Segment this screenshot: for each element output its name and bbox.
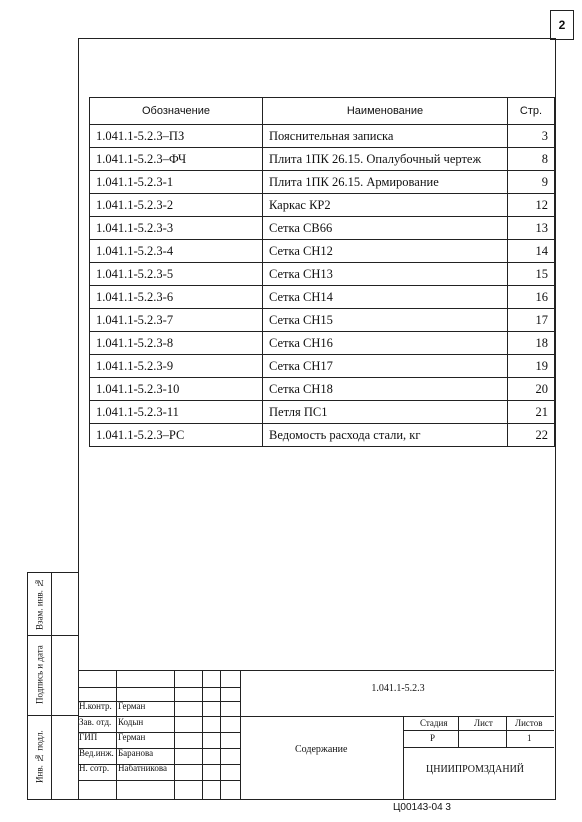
document-code: 1.041.1-5.2.3 bbox=[371, 683, 425, 694]
header-designation: Обозначение bbox=[90, 98, 263, 125]
cell-name: Каркас КР2 bbox=[263, 194, 508, 217]
original-inventory-label: Инв. № подл. bbox=[34, 730, 45, 784]
cell-name: Сетка СН15 bbox=[263, 309, 508, 332]
signature-name: Кодын bbox=[118, 716, 144, 727]
header-page: Стр. bbox=[508, 98, 555, 125]
cell-designation: 1.041.1-5.2.3-9 bbox=[90, 355, 263, 378]
signature-date-label: Подпись и дата bbox=[34, 645, 45, 705]
cell-name: Петля ПС1 bbox=[263, 401, 508, 424]
cell-designation: 1.041.1-5.2.3-7 bbox=[90, 309, 263, 332]
signature-role: Н.контр. bbox=[79, 701, 112, 711]
contents-table bbox=[89, 97, 555, 447]
signature-role: Зав. отд. bbox=[79, 716, 112, 727]
cell-page: 17 bbox=[508, 309, 555, 332]
signature-name: Герман bbox=[118, 732, 146, 743]
cell-page: 19 bbox=[508, 355, 555, 378]
signature-name: Баранова bbox=[118, 747, 154, 758]
cell-page: 12 bbox=[508, 194, 555, 217]
cell-designation: 1.041.1-5.2.3-10 bbox=[90, 378, 263, 401]
cell-name: Сетка СВ66 bbox=[263, 217, 508, 240]
replaced-inventory-label: Взам. инв. № bbox=[34, 577, 45, 631]
table-row bbox=[90, 332, 555, 355]
cell-page: 16 bbox=[508, 286, 555, 309]
stage-value: Р bbox=[430, 733, 436, 743]
cell-name: Сетка СН13 bbox=[263, 263, 508, 286]
organization-name: ЦНИИПРОМЗДАНИЙ bbox=[426, 764, 525, 775]
cell-designation: 1.041.1-5.2.3–ФЧ bbox=[90, 148, 263, 171]
cell-name: Сетка СН14 bbox=[263, 286, 508, 309]
cell-name: Плита 1ПК 26.15. Армирование bbox=[263, 171, 508, 194]
side-stamp bbox=[27, 572, 79, 800]
signature-name: Набатникова bbox=[118, 763, 167, 774]
table-row bbox=[90, 240, 555, 263]
cell-designation: 1.041.1-5.2.3-4 bbox=[90, 240, 263, 263]
cell-name: Сетка СН18 bbox=[263, 378, 508, 401]
sheets-label: Листов bbox=[515, 718, 543, 728]
page-number: 2 bbox=[550, 10, 574, 40]
cell-page: 14 bbox=[508, 240, 555, 263]
cell-page: 22 bbox=[508, 424, 555, 447]
signature-name: Герман bbox=[118, 701, 146, 711]
cell-page: 15 bbox=[508, 263, 555, 286]
table-row bbox=[90, 148, 555, 171]
cell-page: 8 bbox=[508, 148, 555, 171]
cell-designation: 1.041.1-5.2.3-2 bbox=[90, 194, 263, 217]
cell-page: 21 bbox=[508, 401, 555, 424]
document-title: Содержание bbox=[295, 744, 348, 755]
cell-designation: 1.041.1-5.2.3-5 bbox=[90, 263, 263, 286]
table-header-row bbox=[90, 98, 555, 125]
cell-page: 18 bbox=[508, 332, 555, 355]
cell-designation: 1.041.1-5.2.3-11 bbox=[90, 401, 263, 424]
table-row bbox=[90, 424, 555, 447]
archive-code: Ц00143-04 3 bbox=[393, 802, 451, 813]
table-row bbox=[90, 309, 555, 332]
cell-designation: 1.041.1-5.2.3-8 bbox=[90, 332, 263, 355]
cell-page: 3 bbox=[508, 125, 555, 148]
cell-designation: 1.041.1-5.2.3-6 bbox=[90, 286, 263, 309]
signature-role: Н. сотр. bbox=[79, 763, 110, 774]
cell-designation: 1.041.1-5.2.3–РС bbox=[90, 424, 263, 447]
table-row bbox=[90, 378, 555, 401]
table-row bbox=[90, 217, 555, 240]
table-row bbox=[90, 263, 555, 286]
table-row bbox=[90, 194, 555, 217]
table-row bbox=[90, 171, 555, 194]
sheets-value: 1 bbox=[527, 733, 532, 743]
cell-designation: 1.041.1-5.2.3-1 bbox=[90, 171, 263, 194]
cell-name: Сетка СН17 bbox=[263, 355, 508, 378]
stage-label: Стадия bbox=[420, 718, 448, 728]
table-row bbox=[90, 286, 555, 309]
signature-role: Вед.инж. bbox=[79, 747, 114, 758]
table-row bbox=[90, 401, 555, 424]
cell-page: 9 bbox=[508, 171, 555, 194]
sheet-label: Лист bbox=[474, 718, 493, 728]
table-row bbox=[90, 125, 555, 148]
cell-name: Сетка СН12 bbox=[263, 240, 508, 263]
cell-name: Пояснительная записка bbox=[263, 125, 508, 148]
cell-name: Ведомость расхода стали, кг bbox=[263, 424, 508, 447]
cell-name: Сетка СН16 bbox=[263, 332, 508, 355]
signature-role: ГИП bbox=[79, 732, 98, 743]
header-name: Наименование bbox=[263, 98, 508, 125]
cell-designation: 1.041.1-5.2.3-3 bbox=[90, 217, 263, 240]
table-row bbox=[90, 355, 555, 378]
cell-name: Плита 1ПК 26.15. Опалубочный чертеж bbox=[263, 148, 508, 171]
cell-page: 20 bbox=[508, 378, 555, 401]
cell-designation: 1.041.1-5.2.3–ПЗ bbox=[90, 125, 263, 148]
cell-page: 13 bbox=[508, 217, 555, 240]
